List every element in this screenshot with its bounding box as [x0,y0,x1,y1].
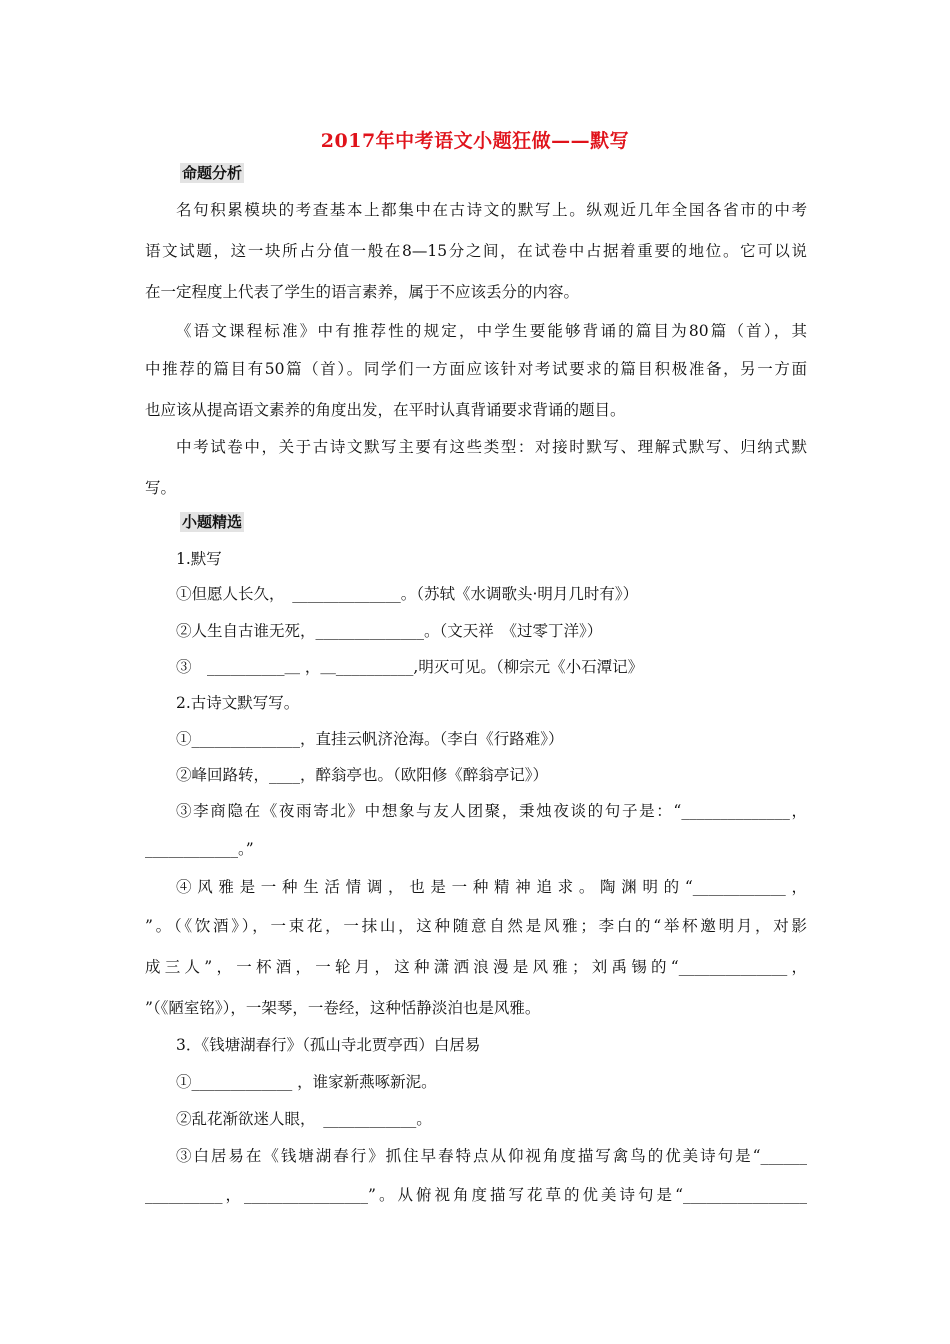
paragraph-line: 中考试卷中，关于古诗文默写主要有这些类型：对接时默写、理解式默写、归纳式默 [176,438,807,456]
section-heading-selected: 小题精选 [182,513,243,531]
question-item: ②乱花渐欲迷人眼， ____________。 [176,1110,432,1128]
question-item-continued: 成三人”，一杯酒，一轮月，这种潇洒浪漫是风雅；刘禹锡的“______________， [145,958,807,976]
question-item-continued: __________，________________”。从俯视角度描写花草的优美诗句是“________________ [145,1186,807,1204]
question-heading: 3．《钱塘湖春行》（孤山寺北贾亭西）白居易 [176,1036,481,1054]
question-item: ③白居易在《钱塘湖春行》抓住早春特点从仰视角度描写禽鸟的优美诗句是“______ [176,1147,807,1165]
question-item: ②峰回路转，____，醉翁亭也。（欧阳修《醉翁亭记》） [176,766,549,784]
question-item: ④风雅是一种生活情调，也是一种精神追求。陶渊明的“____________， [176,878,807,896]
paragraph-line: 在一定程度上代表了学生的语言素养，属于不应该丢分的内容。 [145,283,580,301]
paragraph-line: 语文试题，这一块所占分值一般在8—15分之间，在试卷中占据着重要的地位。它可以说 [145,242,807,260]
question-item-continued: ”（《陋室铭》），一架琴，一卷经，这种恬静淡泊也是风雅。 [145,999,541,1017]
question-heading: 1.默写 [176,550,222,568]
paragraph-line: 也应该从提高语文素养的角度出发，在平时认真背诵要求背诵的题目。 [145,401,626,419]
paragraph-line: 中推荐的篇目有50篇（首）。同学们一方面应该针对考试要求的篇目积极准备，另一方面 [145,360,807,378]
question-item: ①______________，直挂云帆济沧海。（李白《行路难》） [176,730,564,748]
question-item: ③ __________＿ ，＿__________,明灭可见。（柳宗元《小石潭记》 [176,658,644,676]
question-item: ③李商隐在《夜雨寄北》中想象与友人团聚，秉烛夜谈的句子是：“______________， [176,802,807,820]
paragraph-line: 《语文课程标准》中有推荐性的规定，中学生要能够背诵的篇目为80篇（首），其 [176,322,807,340]
question-item-continued: ____________。” [145,840,254,858]
question-item: ②人生自古谁无死，______________。（文天祥 《过零丁洋》） [176,622,603,640]
section-heading-analysis: 命题分析 [182,164,243,182]
question-item: ①但愿人长久， ______________。（苏轼《水调歌头·明月几时有》） [176,585,639,603]
question-heading: 2.古诗文默写写。 [176,694,300,712]
paragraph-line: 写。 [145,479,177,497]
document-title: 2017年中考语文小题狂做——默写 [320,130,630,152]
paragraph-line: 名句积累模块的考查基本上都集中在古诗文的默写上。纵观近几年全国各省市的中考 [176,201,807,219]
question-item: ①_____________ ，谁家新燕啄新泥。 [176,1073,437,1091]
question-item-continued: ”。（《饮酒》），一束花，一抹山，这种随意自然是风雅；李白的“举杯邀明月，对影 [145,917,807,935]
